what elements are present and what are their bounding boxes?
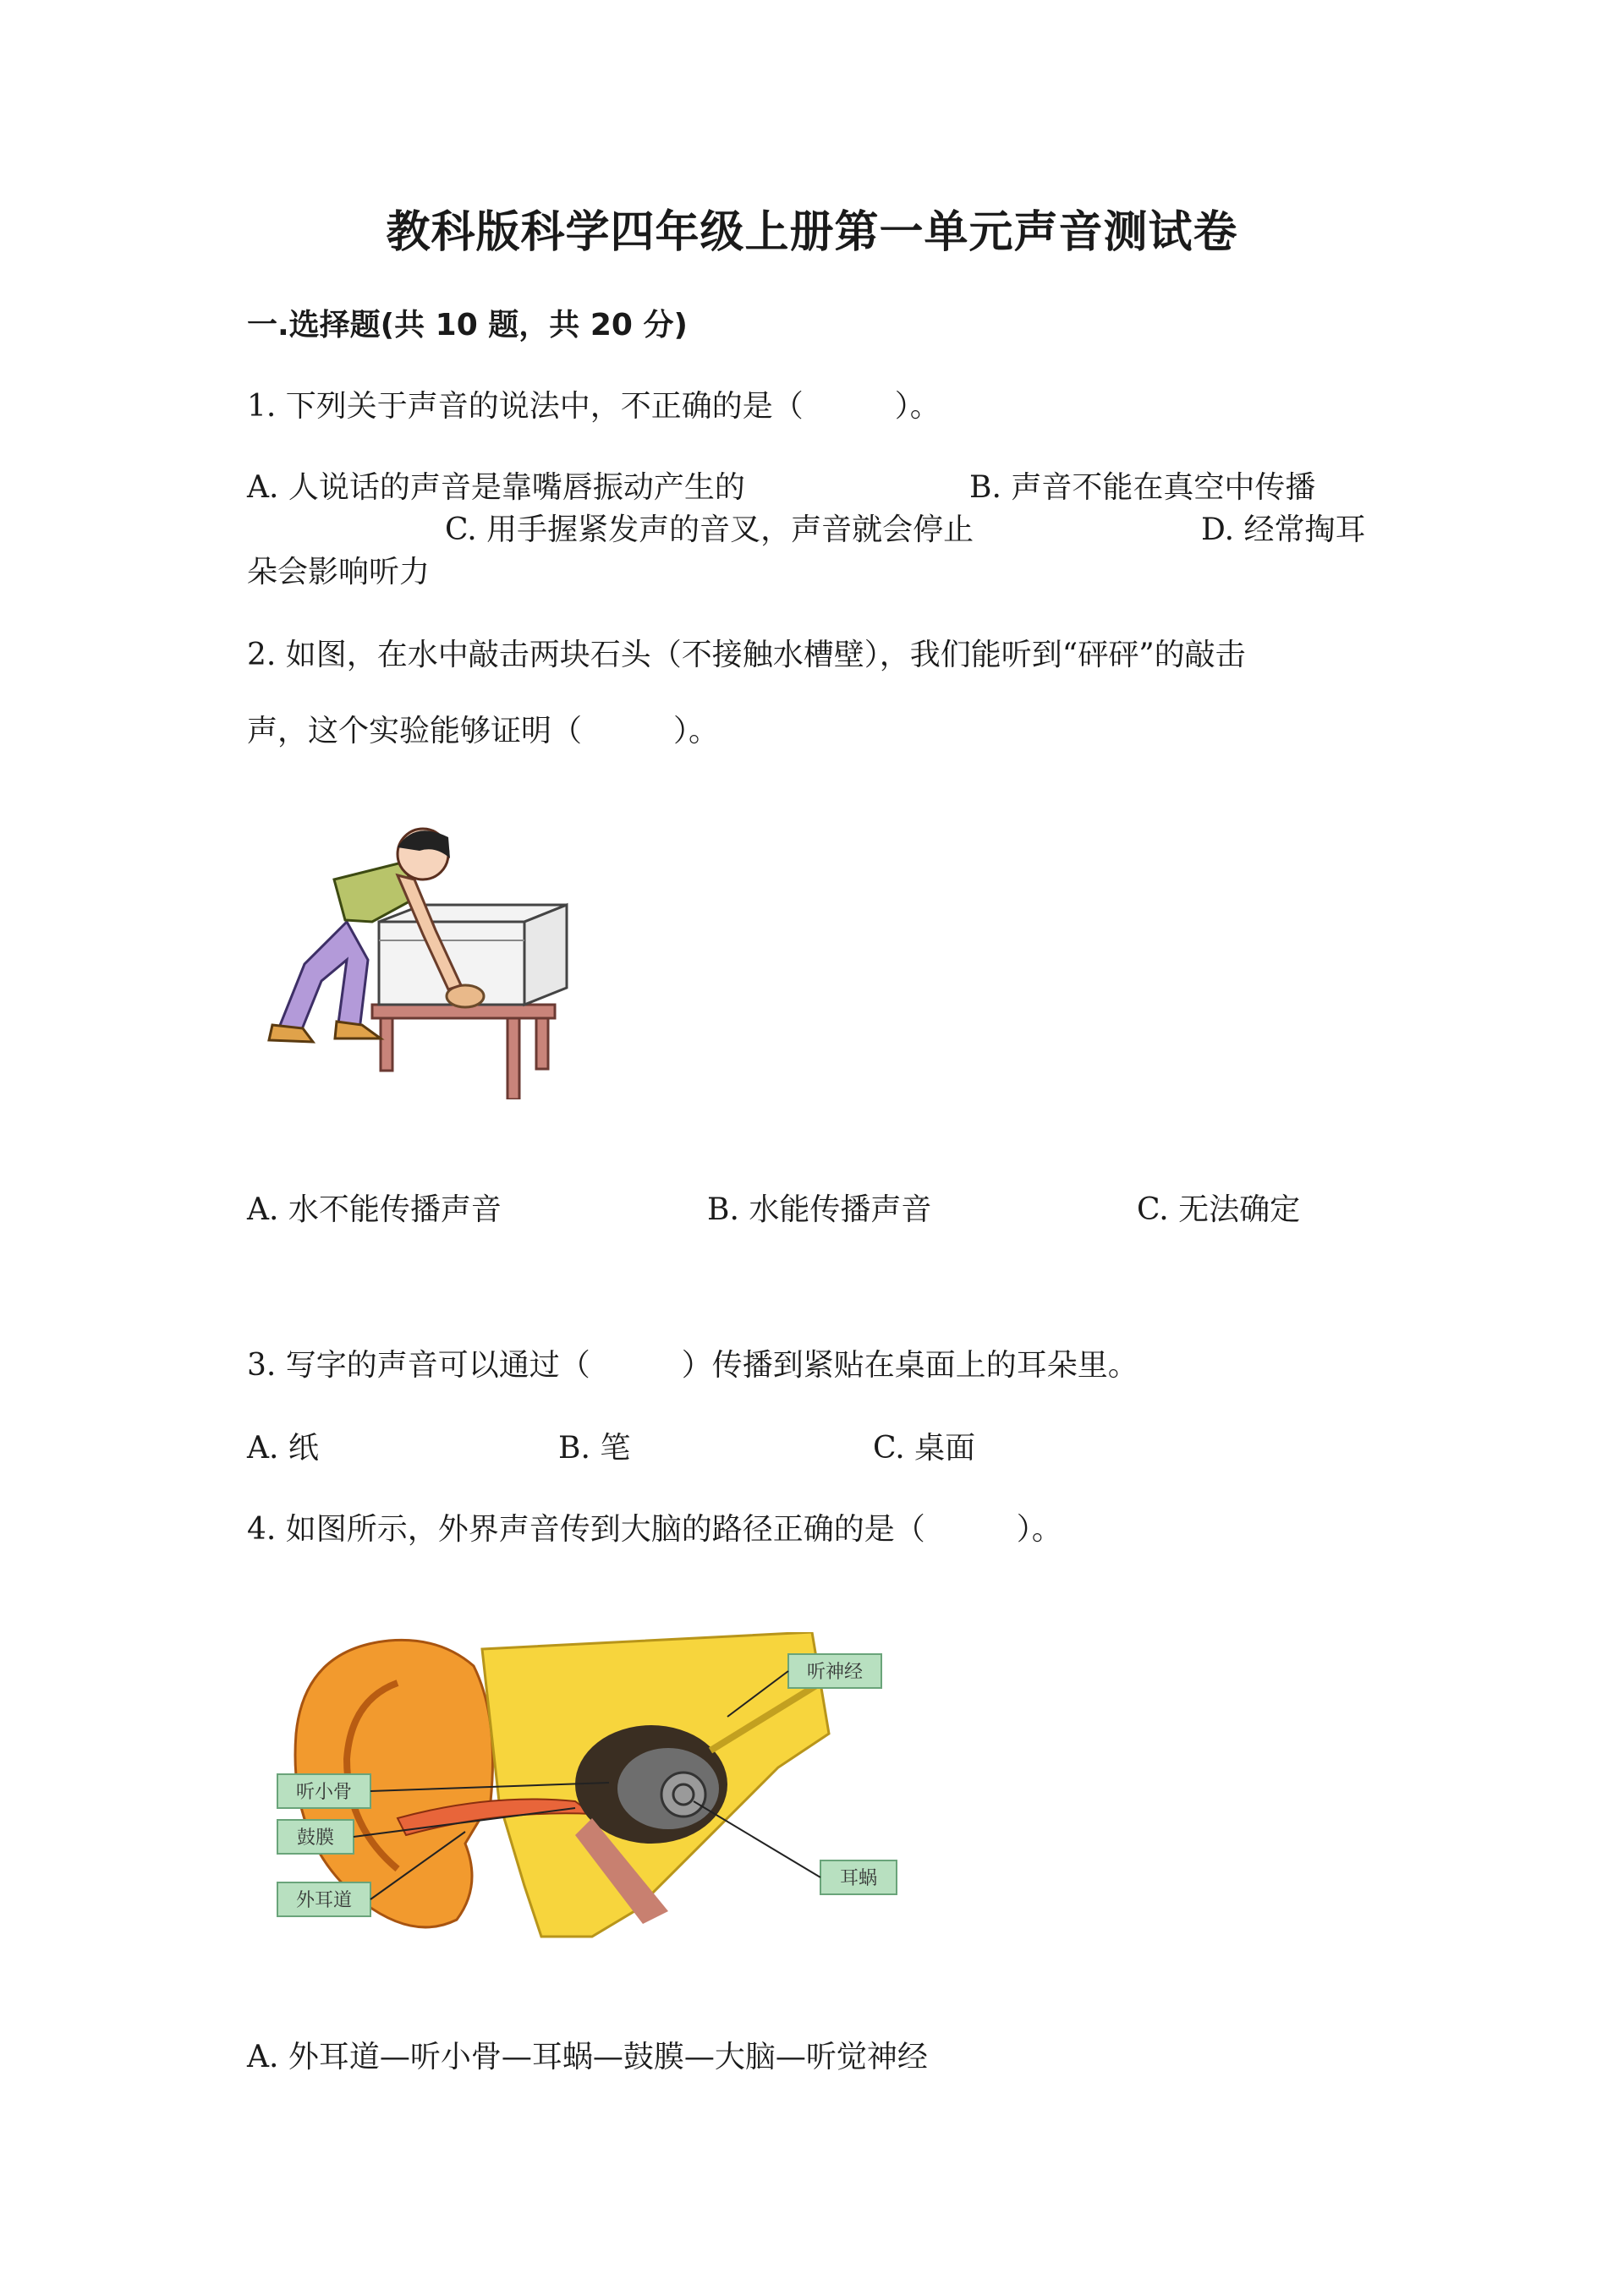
question-4-stem: 4. 如图所示，外界声音传到大脑的路径正确的是（ ）。 (247, 1512, 1062, 1547)
ear-diagram (271, 1632, 930, 1954)
question-2-option-a: A. 水不能传播声音 (247, 1192, 502, 1227)
ear-label-cochlea: 耳蜗 (839, 1868, 878, 1889)
question-3-option-a: A. 纸 (247, 1431, 319, 1466)
question-3-option-b: B. 笔 (558, 1431, 631, 1466)
question-1-option-c: C. 用手握紧发声的音叉，声音就会停止 (445, 512, 974, 547)
question-2-stem-line-1: 2. 如图，在水中敲击两块石头（不接触水槽壁），我们能听到“砰砰”的敲击 (247, 638, 1246, 672)
question-1-option-d: D. 经常掏耳 (1201, 512, 1366, 547)
question-3-option-c: C. 桌面 (873, 1431, 976, 1466)
section-heading: 一.选择题(共 10 题，共 20 分) (247, 308, 688, 342)
question-2-illustration (254, 812, 592, 1099)
question-1-option-a: A. 人说话的声音是靠嘴唇振动产生的 (247, 470, 745, 505)
ear-label-ossicles: 听小骨 (295, 1782, 353, 1803)
question-1-option-b: B. 声音不能在真空中传播 (969, 470, 1316, 505)
question-1-stem: 1. 下列关于声音的说法中，不正确的是（ ）。 (247, 389, 941, 424)
question-1-option-d-continued: 朵会影响听力 (247, 555, 431, 589)
question-2-option-b: B. 水能传播声音 (707, 1192, 932, 1227)
ear-label-eardrum: 鼓膜 (296, 1827, 335, 1849)
question-2-stem-line-2: 声，这个实验能够证明（ ）。 (247, 714, 720, 748)
ear-label-ear-canal: 外耳道 (295, 1890, 353, 1911)
question-2-option-c: C. 无法确定 (1137, 1192, 1301, 1227)
page-title: 教科版科学四年级上册第一单元声音测试卷 (386, 207, 1238, 258)
question-4-option-a: A. 外耳道—听小骨—耳蜗—鼓膜—大脑—听觉神经 (247, 2040, 928, 2074)
question-3-stem: 3. 写字的声音可以通过（ ）传播到紧贴在桌面上的耳朵里。 (247, 1348, 1138, 1383)
ear-label-auditory-nerve: 听神经 (806, 1662, 864, 1683)
